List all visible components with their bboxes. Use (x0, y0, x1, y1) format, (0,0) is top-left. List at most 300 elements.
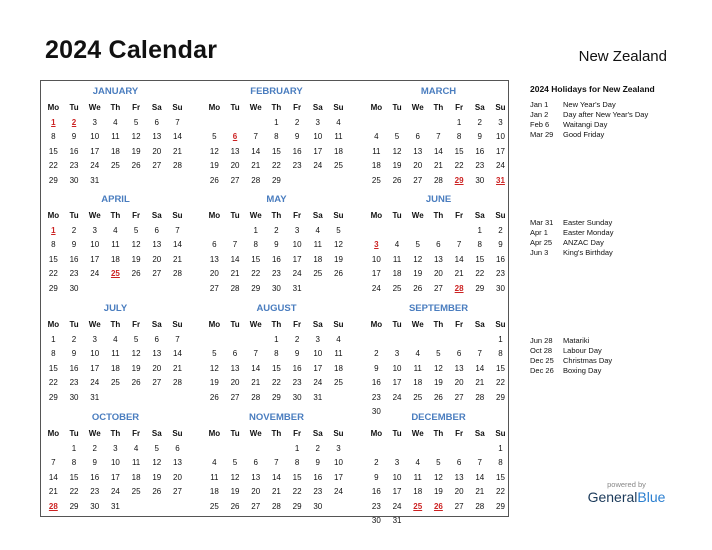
holiday-day-cell: 25 (110, 269, 120, 278)
day-cell: 20 (152, 146, 162, 156)
day-cell: 2 (477, 117, 482, 127)
day-cell: 11 (210, 472, 219, 482)
day-cell: 25 (413, 392, 423, 402)
day-cell: 26 (413, 283, 423, 293)
month-july (43, 302, 188, 405)
empty-cell (428, 333, 449, 348)
day-cell: 8 (498, 349, 503, 358)
weekday-label: Th (110, 103, 121, 112)
day-cell: 17 (292, 254, 302, 264)
day-cell: 15 (251, 254, 261, 264)
day-cell: 4 (113, 334, 118, 344)
empty-cell (387, 442, 408, 457)
month-name: NOVEMBER (249, 412, 304, 423)
day-cell: 23 (496, 269, 505, 278)
day-cell: 6 (253, 458, 258, 467)
weekday-label: Su (172, 320, 183, 329)
day-cell: 23 (292, 161, 302, 170)
week-row (366, 116, 511, 131)
day-cell: 3 (92, 334, 97, 344)
day-cell: 8 (498, 458, 503, 467)
day-cell: 5 (415, 240, 420, 249)
day-cell: 17 (90, 146, 100, 156)
day-cell: 13 (152, 349, 162, 358)
day-cell: 27 (454, 392, 464, 402)
day-cell: 18 (392, 269, 402, 278)
holiday-row (530, 346, 680, 356)
day-cell: 5 (336, 225, 341, 235)
week-row (204, 267, 349, 282)
day-cell: 24 (392, 392, 402, 402)
day-cell: 2 (71, 225, 77, 235)
day-cell: 25 (334, 161, 343, 170)
day-cell: 4 (336, 117, 341, 127)
week-row (43, 471, 188, 486)
empty-cell (428, 224, 449, 239)
day-cell: 1 (253, 225, 258, 235)
day-cell: 18 (371, 161, 381, 170)
holiday-name: King's Birthday (563, 248, 613, 257)
day-cell: 18 (413, 378, 423, 387)
day-cell: 14 (433, 146, 443, 156)
weekday-label: Th (271, 320, 282, 329)
weekday-label: Th (433, 429, 444, 438)
day-cell: 7 (175, 334, 180, 344)
day-cell: 15 (271, 363, 281, 373)
day-cell: 6 (154, 117, 159, 127)
week-row (204, 362, 349, 377)
holiday-date: Jan 2 (530, 110, 549, 119)
week-row (43, 253, 188, 268)
weekday-label: Su (333, 103, 344, 112)
day-cell: 12 (131, 240, 141, 249)
weekday-label: Mo (47, 211, 60, 220)
weekday-label: We (88, 211, 101, 220)
weekday-label: Sa (312, 103, 323, 112)
weekday-label: Fr (293, 429, 302, 438)
day-cell: 18 (334, 363, 343, 373)
day-cell: 19 (209, 161, 219, 170)
day-cell: 15 (292, 472, 302, 482)
day-cell: 11 (334, 132, 343, 141)
weekday-header (204, 318, 349, 333)
day-cell: 13 (173, 458, 182, 467)
day-cell: 2 (92, 443, 97, 453)
day-cell: 25 (110, 378, 120, 387)
day-cell: 22 (271, 378, 281, 387)
weekday-label: We (249, 211, 262, 220)
holiday-day-cell: 25 (413, 501, 423, 511)
calendar-grid (40, 80, 509, 525)
day-cell: 26 (131, 378, 141, 387)
holiday-name: Easter Monday (563, 228, 614, 237)
weekday-label: Th (271, 103, 282, 112)
day-cell: 22 (496, 378, 505, 387)
weekday-label: We (88, 429, 101, 438)
week-row (204, 224, 349, 239)
holiday-name: Day after New Year's Day (563, 110, 649, 119)
month-name: DECEMBER (411, 412, 466, 423)
weekday-label: Su (495, 429, 506, 438)
weekday-label: Th (271, 429, 282, 438)
day-cell: 8 (456, 132, 462, 141)
day-cell: 17 (90, 254, 100, 264)
weekday-label: Mo (208, 211, 221, 220)
day-cell: 19 (392, 161, 402, 170)
day-cell: 26 (209, 175, 219, 185)
day-cell: 27 (413, 175, 423, 185)
day-cell: 8 (51, 240, 56, 249)
month-name: JANUARY (92, 86, 139, 97)
country-label: New Zealand (578, 48, 667, 65)
day-cell: 25 (131, 487, 141, 496)
day-cell: 8 (51, 349, 56, 358)
weekday-label: Fr (132, 211, 141, 220)
day-cell: 16 (475, 146, 485, 156)
month-september (366, 302, 511, 420)
day-cell: 27 (173, 487, 182, 496)
holiday-day-cell: 3 (374, 240, 379, 249)
day-cell: 14 (251, 363, 261, 373)
month-name: OCTOBER (91, 412, 140, 423)
week-row (204, 471, 349, 486)
week-row (366, 442, 511, 457)
day-cell: 18 (413, 487, 423, 496)
day-cell: 15 (496, 472, 505, 482)
week-row (366, 333, 511, 348)
day-cell: 13 (433, 254, 443, 264)
day-cell: 23 (313, 487, 323, 496)
weekday-label: Mo (208, 429, 221, 438)
weekday-label: Sa (312, 211, 323, 220)
day-cell: 28 (433, 175, 443, 185)
week-row (43, 130, 188, 145)
empty-cell (449, 333, 470, 348)
day-cell: 27 (152, 378, 162, 387)
day-cell: 7 (274, 458, 279, 467)
day-cell: 6 (154, 225, 159, 235)
empty-cell (366, 333, 387, 348)
empty-cell (449, 224, 470, 239)
powered-by-label: powered by (607, 480, 646, 489)
week-row (366, 514, 511, 529)
day-cell: 24 (313, 378, 323, 387)
day-cell: 22 (292, 487, 302, 496)
day-cell: 1 (274, 334, 279, 344)
day-cell: 4 (415, 349, 420, 358)
day-cell: 29 (496, 501, 505, 511)
day-cell: 6 (415, 132, 420, 141)
day-cell: 30 (69, 392, 79, 402)
day-cell: 24 (90, 161, 100, 170)
day-cell: 18 (131, 472, 141, 482)
day-cell: 24 (334, 487, 343, 496)
holiday-row (530, 110, 680, 120)
day-cell: 23 (371, 501, 381, 511)
weekday-label: Fr (132, 103, 141, 112)
day-cell: 30 (475, 175, 485, 185)
day-cell: 5 (133, 334, 139, 344)
day-cell: 24 (496, 161, 505, 170)
week-row (204, 376, 349, 391)
weekday-label: We (249, 429, 262, 438)
day-cell: 10 (90, 349, 100, 358)
day-cell: 2 (374, 349, 379, 358)
day-cell: 27 (251, 501, 261, 511)
day-cell: 10 (110, 458, 120, 467)
month-name: JUNE (425, 194, 452, 205)
week-row (43, 159, 188, 174)
month-name: SEPTEMBER (408, 303, 469, 314)
day-cell: 2 (294, 117, 300, 127)
day-cell: 16 (496, 254, 505, 264)
weekday-label: Su (333, 320, 344, 329)
holiday-date: Oct 28 (530, 346, 553, 355)
day-cell: 29 (69, 501, 79, 511)
day-cell: 22 (454, 161, 464, 170)
day-cell: 19 (413, 269, 423, 278)
holiday-name: Good Friday (563, 130, 605, 139)
week-row (366, 391, 511, 406)
week-row (204, 282, 349, 297)
empty-cell (407, 442, 428, 457)
day-cell: 17 (313, 146, 323, 156)
holiday-date: Apr 25 (530, 238, 553, 247)
day-cell: 14 (230, 254, 240, 264)
week-row (366, 347, 511, 362)
day-cell: 4 (336, 334, 341, 344)
month-august (204, 302, 349, 405)
day-cell: 30 (496, 283, 505, 293)
day-cell: 3 (315, 117, 320, 127)
day-cell: 25 (209, 501, 219, 511)
week-row (204, 174, 349, 189)
day-cell: 3 (92, 225, 97, 235)
day-cell: 10 (392, 363, 402, 373)
day-cell: 13 (251, 472, 261, 482)
day-cell: 21 (173, 146, 182, 156)
empty-cell (428, 442, 449, 457)
day-cell: 14 (173, 349, 182, 358)
day-cell: 22 (496, 487, 505, 496)
day-cell: 18 (209, 487, 219, 496)
day-cell: 26 (131, 161, 141, 170)
day-cell: 5 (212, 132, 217, 141)
weekday-label: We (249, 320, 262, 329)
day-cell: 14 (454, 254, 464, 264)
day-cell: 5 (133, 117, 139, 127)
empty-cell (225, 116, 246, 131)
day-cell: 22 (251, 269, 261, 278)
day-cell: 31 (110, 501, 120, 511)
day-cell: 15 (48, 363, 58, 373)
holiday-date: Jan 1 (530, 100, 549, 109)
week-row (43, 238, 188, 253)
day-cell: 14 (475, 472, 485, 482)
day-cell: 12 (131, 132, 141, 141)
week-row (43, 456, 188, 471)
month-name: FEBRUARY (250, 86, 303, 97)
day-cell: 9 (294, 132, 300, 141)
day-cell: 17 (371, 269, 381, 278)
weekday-header (204, 427, 349, 442)
day-cell: 4 (394, 240, 400, 249)
day-cell: 9 (274, 240, 279, 249)
empty-cell (366, 116, 387, 131)
week-row (366, 253, 511, 268)
day-cell: 31 (90, 392, 100, 402)
weekday-label: Th (110, 429, 121, 438)
weekday-label: Th (433, 320, 444, 329)
day-cell: 6 (212, 240, 217, 249)
empty-cell (225, 224, 246, 239)
day-cell: 1 (274, 117, 279, 127)
week-row (204, 456, 349, 471)
holiday-date: Jun 3 (530, 248, 549, 257)
weekday-label: Su (172, 103, 183, 112)
week-row (366, 282, 511, 297)
holiday-panel-title: 2024 Holidays for New Zealand (530, 84, 655, 94)
weekday-label: Th (433, 103, 444, 112)
day-cell: 21 (475, 378, 485, 387)
weekday-label: Tu (392, 211, 402, 220)
day-cell: 16 (69, 146, 79, 156)
week-row (43, 224, 188, 239)
day-cell: 3 (294, 225, 300, 235)
day-cell: 28 (271, 501, 281, 511)
day-cell: 3 (394, 458, 400, 467)
day-cell: 13 (230, 146, 240, 156)
day-cell: 12 (131, 349, 141, 358)
weekday-label: Th (110, 320, 121, 329)
weekday-label: Mo (47, 429, 60, 438)
day-cell: 28 (230, 283, 240, 293)
day-cell: 20 (433, 269, 443, 278)
holiday-name: Easter Sunday (563, 218, 613, 227)
day-cell: 29 (251, 283, 261, 293)
day-cell: 4 (374, 132, 379, 141)
day-cell: 12 (413, 254, 423, 264)
weekday-label: Fr (293, 320, 302, 329)
weekday-header (43, 427, 188, 442)
holiday-row (530, 336, 680, 346)
day-cell: 31 (313, 392, 323, 402)
empty-cell (428, 116, 449, 131)
weekday-label: Fr (455, 320, 464, 329)
day-cell: 10 (371, 254, 381, 264)
week-row (204, 442, 349, 457)
weekday-header (366, 101, 511, 116)
holiday-row (530, 238, 680, 248)
day-cell: 30 (371, 516, 381, 525)
day-cell: 16 (292, 363, 302, 373)
day-cell: 21 (251, 161, 261, 170)
day-cell: 27 (209, 283, 219, 293)
day-cell: 4 (212, 458, 217, 467)
day-cell: 5 (133, 225, 139, 235)
day-cell: 30 (271, 283, 281, 293)
holiday-name: Boxing Day (563, 366, 602, 375)
week-row (204, 500, 349, 515)
month-name: MARCH (420, 86, 457, 97)
day-cell: 5 (154, 443, 159, 453)
day-cell: 31 (392, 516, 402, 525)
day-cell: 1 (71, 443, 77, 453)
weekday-label: Su (172, 211, 183, 220)
day-cell: 10 (334, 458, 343, 467)
day-cell: 14 (271, 472, 281, 482)
day-cell: 24 (371, 283, 381, 293)
weekday-label: Tu (392, 103, 402, 112)
weekday-label: Su (495, 211, 506, 220)
day-cell: 29 (48, 392, 58, 402)
day-cell: 26 (392, 175, 402, 185)
day-cell: 7 (232, 240, 238, 249)
day-cell: 14 (173, 240, 182, 249)
day-cell: 12 (209, 146, 219, 156)
day-cell: 8 (51, 132, 56, 141)
week-row (366, 238, 511, 253)
weekday-label: Sa (151, 429, 162, 438)
day-cell: 13 (152, 132, 162, 141)
day-cell: 12 (230, 472, 240, 482)
day-cell: 27 (454, 501, 464, 511)
day-cell: 10 (392, 472, 402, 482)
day-cell: 11 (334, 349, 343, 358)
day-cell: 16 (69, 254, 79, 264)
weekday-label: Mo (47, 103, 60, 112)
day-cell: 23 (271, 269, 281, 278)
weekday-label: Sa (151, 211, 162, 220)
weekday-header (204, 101, 349, 116)
day-cell: 12 (433, 472, 443, 482)
weekday-label: Mo (370, 211, 383, 220)
day-cell: 16 (271, 254, 281, 264)
day-cell: 21 (251, 378, 261, 387)
day-cell: 1 (51, 334, 56, 344)
day-cell: 11 (392, 254, 402, 264)
day-cell: 31 (292, 283, 302, 293)
empty-cell (204, 224, 225, 239)
day-cell: 19 (131, 254, 141, 264)
holiday-date: Dec 26 (530, 366, 554, 375)
brand-logo (584, 480, 669, 505)
day-cell: 9 (71, 240, 77, 249)
holiday-day-cell: 2 (71, 117, 77, 127)
day-cell: 9 (71, 349, 77, 358)
weekday-label: Su (495, 103, 506, 112)
day-cell: 17 (392, 487, 402, 496)
day-cell: 6 (175, 443, 180, 453)
day-cell: 9 (71, 132, 77, 141)
weekday-label: Tu (392, 429, 402, 438)
day-cell: 14 (48, 472, 58, 482)
day-cell: 8 (274, 132, 279, 141)
weekday-header (43, 101, 188, 116)
week-row (204, 253, 349, 268)
empty-cell (449, 442, 470, 457)
day-cell: 17 (496, 146, 505, 156)
week-row (204, 347, 349, 362)
day-cell: 20 (230, 378, 240, 387)
day-cell: 18 (110, 254, 120, 264)
day-cell: 21 (48, 487, 58, 496)
weekday-header (43, 318, 188, 333)
day-cell: 19 (131, 146, 141, 156)
day-cell: 10 (496, 132, 505, 141)
day-cell: 31 (90, 175, 100, 185)
holiday-day-cell: 31 (496, 175, 505, 185)
